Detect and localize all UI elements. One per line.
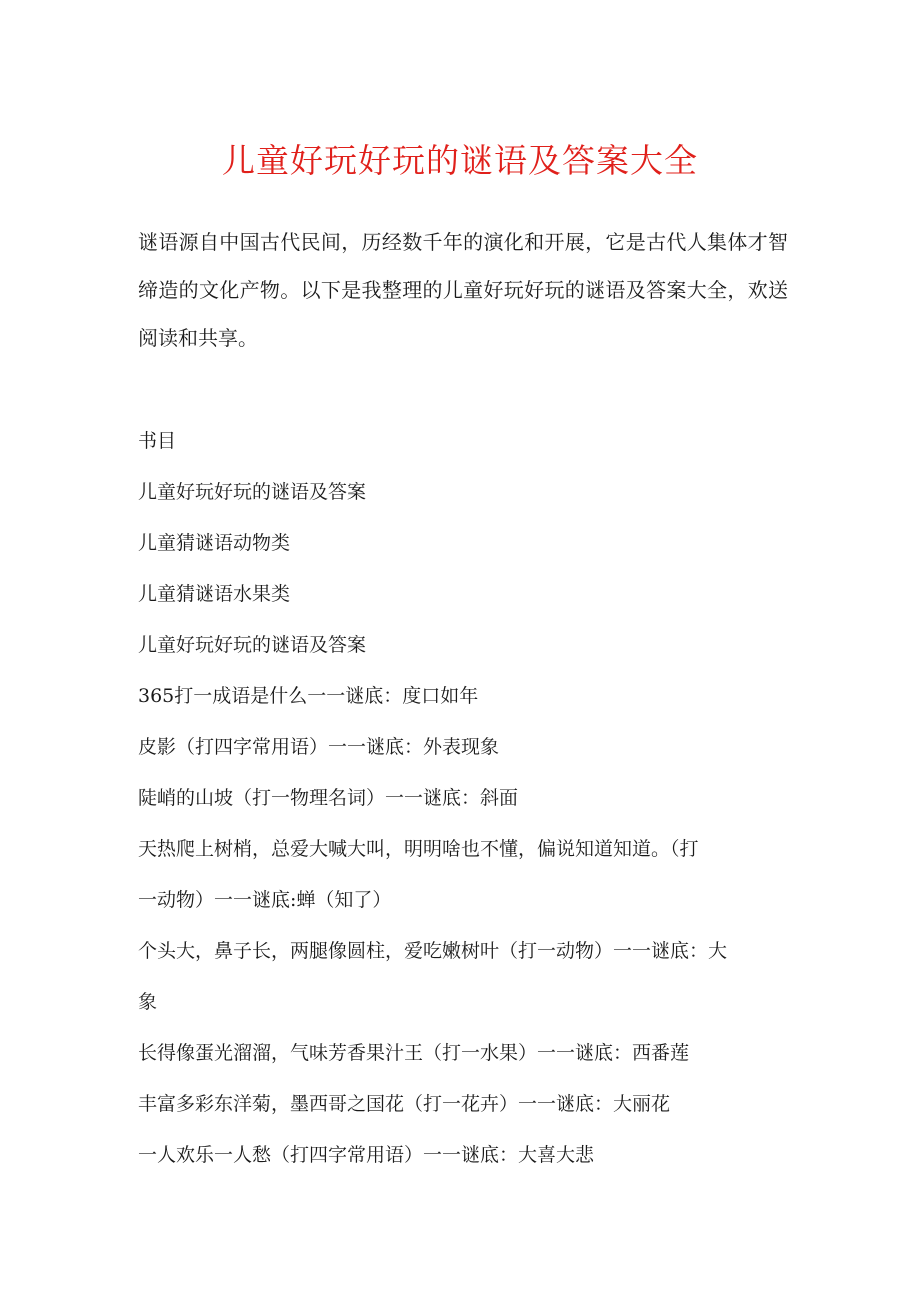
riddle-line: 天热爬上树梢，总爱大喊大叫，明明啥也不懂，偏说知道知道。（打 [138,838,699,860]
riddle-line: 皮影（打四字常用语）一一谜底：外表现象 [138,736,500,758]
toc-item: 儿童好玩好玩的谜语及答案 [138,481,367,503]
section-heading: 儿童好玩好玩的谜语及答案 [138,634,367,656]
riddle-line: 个头大，鼻子长，两腿像圆柱，爱吃嫩树叶（打一动物）一一谜底：大 [138,940,728,962]
toc-item: 儿童猜谜语水果类 [138,583,291,605]
riddle-line: 一人欢乐一人愁（打四字常用语）一一谜底：大喜大悲 [138,1144,595,1166]
riddle-line: 长得像蛋光溜溜，气味芳香果汁王（打一水果）一一谜底：西番莲 [138,1042,690,1064]
content-lines [138,416,788,1181]
toc-heading: 书目 [138,430,177,452]
riddle-line: 丰富多彩东洋菊，墨西哥之国花（打一花卉）一一谜底：大丽花 [138,1093,671,1115]
riddle-line: 一动物）一一谜底:蝉（知了） [138,889,392,911]
riddle-line: 象 [138,991,158,1013]
document-title: 儿童好玩好玩的谜语及答案大全 [222,141,698,180]
riddle-line: 陡峭的山坡（打一物理名词）一一谜底：斜面 [138,787,519,809]
riddle-line: 365打一成语是什么一一谜底：度口如年 [138,685,479,707]
toc-item: 儿童猜谜语动物类 [138,532,291,554]
intro-paragraph: 谜语源自中国古代民间，历经数千年的演化和开展，它是古代人集体才智缔造的文化产物。以下是我整理的儿童好玩好玩的谜语及答案大全，欢送阅读和共享。 [138,230,788,350]
